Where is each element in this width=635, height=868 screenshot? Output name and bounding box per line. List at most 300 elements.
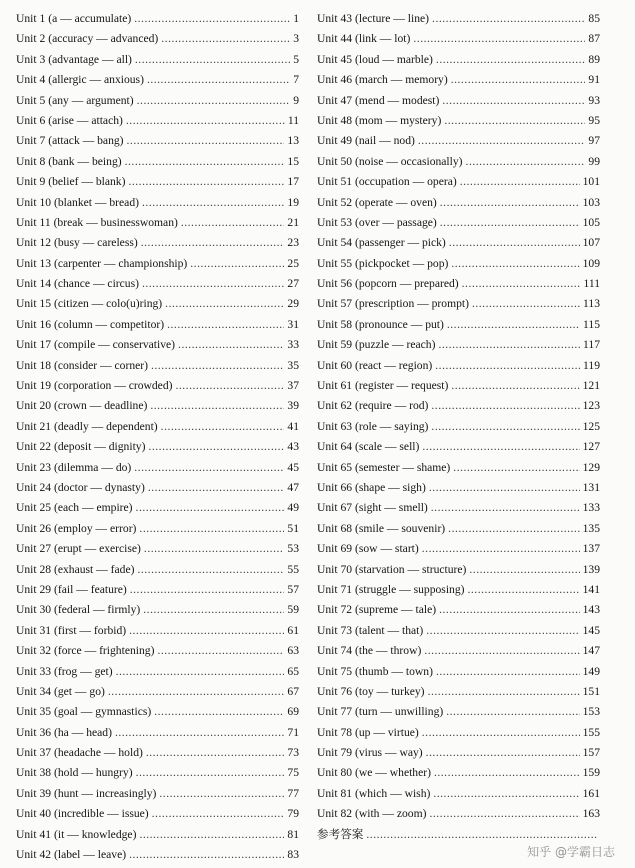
toc-entry-label: Unit 22 (deposit — dignity) xyxy=(16,440,146,454)
toc-entry-page: 119 xyxy=(583,358,600,372)
toc-entry-page: 111 xyxy=(583,277,600,291)
toc-entry-label: Unit 14 (chance — circus) xyxy=(16,277,139,291)
toc-entry-label: Unit 74 (the — throw) xyxy=(317,644,422,658)
toc-entry-label: Unit 2 (accuracy — advanced) xyxy=(16,32,159,46)
dot-leader xyxy=(125,152,285,172)
dot-leader xyxy=(442,91,585,111)
toc-entry xyxy=(16,682,299,702)
toc-entry-label: Unit 79 (virus — way) xyxy=(317,746,423,760)
toc-entry xyxy=(317,743,600,763)
toc-entry-page: 115 xyxy=(583,317,600,331)
toc-entry xyxy=(317,478,600,498)
toc-entry-page: 23 xyxy=(287,236,299,250)
dot-leader xyxy=(426,743,580,763)
toc-entry-label: Unit 82 (with — zoom) xyxy=(317,807,427,821)
toc-entry-page: 43 xyxy=(287,440,299,454)
dot-leader xyxy=(134,458,284,478)
toc-entry xyxy=(317,498,600,518)
toc-entry-label: Unit 1 (a — accumulate) xyxy=(16,12,132,25)
toc-entry-label: Unit 15 (citizen — colo(u)ring) xyxy=(16,297,163,311)
toc-entry-label: Unit 8 (bank — being) xyxy=(16,154,122,168)
toc-entry-label: Unit 20 (crown — deadline) xyxy=(16,399,148,413)
dot-leader xyxy=(136,763,285,783)
toc-entry xyxy=(16,519,299,539)
toc-entry-label: Unit 54 (passenger — pick) xyxy=(317,236,446,250)
toc-entry-page: 7 xyxy=(293,73,299,87)
toc-entry xyxy=(16,763,299,783)
toc-entry xyxy=(317,763,600,783)
toc-entry-label: Unit 80 (we — whether) xyxy=(317,766,431,780)
dot-leader xyxy=(460,172,580,192)
toc-entry-page: 153 xyxy=(582,705,600,719)
dot-leader xyxy=(190,254,284,274)
toc-entry xyxy=(317,580,600,600)
toc-entry-label: Unit 39 (hunt — increasingly) xyxy=(16,786,157,800)
toc-entry xyxy=(317,702,600,722)
toc-entry xyxy=(317,294,600,314)
toc-entry-label: Unit 34 (get — go) xyxy=(16,684,105,698)
toc-entry xyxy=(317,131,600,151)
dot-leader xyxy=(154,702,284,722)
dot-leader xyxy=(167,315,284,335)
toc-entry-label: Unit 73 (talent — that) xyxy=(317,623,424,637)
toc-entry-label: Unit 4 (allergic — anxious) xyxy=(16,73,144,87)
dot-leader xyxy=(468,580,580,600)
toc-entry xyxy=(16,9,299,29)
toc-entry-label: 参考答案 xyxy=(317,827,364,841)
toc-entry-label: Unit 75 (thumb — town) xyxy=(317,664,433,678)
toc-entry-page: 157 xyxy=(582,746,600,760)
dot-leader xyxy=(422,539,580,559)
toc-entry-page: 123 xyxy=(582,399,600,413)
dot-leader xyxy=(129,621,284,641)
toc-entry-label: Unit 10 (blanket — bread) xyxy=(16,195,139,209)
toc-entry xyxy=(317,662,600,682)
toc-entry-page: 149 xyxy=(582,664,600,678)
toc-right-column xyxy=(317,9,600,845)
toc-entry xyxy=(317,29,600,49)
toc-entry-label: Unit 11 (break — businesswoman) xyxy=(16,215,178,229)
dot-leader xyxy=(152,804,285,824)
toc-entry-label: Unit 68 (smile — souvenir) xyxy=(317,521,446,535)
toc-entry xyxy=(317,682,600,702)
toc-entry-page: 63 xyxy=(287,644,299,658)
toc-entry-page: 133 xyxy=(582,501,600,515)
toc-entry-page: 19 xyxy=(287,195,299,209)
watermark: 知乎 @学霸日志 xyxy=(527,845,615,859)
toc-entry xyxy=(317,172,600,192)
dot-leader xyxy=(136,498,285,518)
dot-leader xyxy=(159,784,284,804)
toc-entry-label: Unit 78 (up — virtue) xyxy=(317,725,419,739)
toc-entry-label: Unit 36 (ha — head) xyxy=(16,725,112,739)
toc-entry-label: Unit 19 (corporation — crowded) xyxy=(16,379,173,393)
dot-leader xyxy=(161,29,290,49)
toc-entry-page: 97 xyxy=(588,134,600,148)
toc-entry xyxy=(317,70,600,90)
toc-entry-label: Unit 67 (sight — smell) xyxy=(317,501,428,515)
toc-entry xyxy=(16,213,299,233)
toc-entry xyxy=(317,804,600,824)
dot-leader xyxy=(157,641,284,661)
toc-entry xyxy=(317,254,600,274)
toc-entry-label: Unit 33 (frog — get) xyxy=(16,664,113,678)
toc-entry xyxy=(317,396,600,416)
toc-entry-page: 51 xyxy=(287,521,299,535)
toc-entry xyxy=(16,662,299,682)
toc-entry-page: 27 xyxy=(287,277,299,291)
toc-entry-label: Unit 28 (exhaust — fade) xyxy=(16,562,135,576)
dot-leader xyxy=(440,193,580,213)
toc-entry-label: Unit 45 (loud — marble) xyxy=(317,52,433,66)
toc-entry-page: 11 xyxy=(287,113,299,127)
toc-entry-page: 89 xyxy=(588,52,600,66)
dot-leader xyxy=(147,70,290,90)
toc-entry xyxy=(16,437,299,457)
toc-entry-page: 121 xyxy=(582,379,600,393)
toc-entry-label: Unit 69 (sow — start) xyxy=(317,542,419,556)
dot-leader xyxy=(143,600,284,620)
toc-entry-page: 21 xyxy=(287,215,299,229)
toc-entry xyxy=(317,723,600,743)
toc-entry-page: 83 xyxy=(287,848,299,862)
toc-entry-page: 57 xyxy=(287,582,299,596)
toc-entry-label: Unit 26 (employ — error) xyxy=(16,521,137,535)
toc-entry-page: 145 xyxy=(582,623,600,637)
toc-entry-page: 159 xyxy=(582,766,600,780)
dot-leader xyxy=(428,682,580,702)
toc-entry xyxy=(16,91,299,111)
toc-entry-label: Unit 53 (over — passage) xyxy=(317,215,437,229)
toc-entry-page: 61 xyxy=(287,623,299,637)
toc-entry-page: 129 xyxy=(582,460,600,474)
toc-entry xyxy=(16,723,299,743)
dot-leader xyxy=(451,376,579,396)
dot-leader xyxy=(142,274,284,294)
toc-entry-page: 99 xyxy=(588,154,600,168)
dot-leader xyxy=(431,498,580,518)
toc-entry-label: Unit 71 (struggle — supposing) xyxy=(317,582,465,596)
dot-leader xyxy=(451,254,579,274)
toc-entry xyxy=(16,702,299,722)
toc-entry-label: Unit 30 (federal — firmly) xyxy=(16,603,141,617)
toc-entry-page: 55 xyxy=(287,562,299,576)
dot-leader xyxy=(436,50,585,70)
toc-entry xyxy=(16,294,299,314)
toc-entry-label: Unit 6 (arise — attach) xyxy=(16,113,123,127)
toc-entry xyxy=(317,9,600,29)
toc-entry-label: Unit 24 (doctor — dynasty) xyxy=(16,480,145,494)
toc-entry xyxy=(317,519,600,539)
toc-entry-label: Unit 9 (belief — blank) xyxy=(16,175,126,189)
toc-entry-page: 101 xyxy=(582,175,600,189)
toc-entry xyxy=(16,50,299,70)
toc-entry xyxy=(317,560,600,580)
toc-entry-label: Unit 17 (compile — conservative) xyxy=(16,338,176,352)
toc-entry-label: Unit 52 (operate — oven) xyxy=(317,195,437,209)
toc-entry-label: Unit 16 (column — competitor) xyxy=(16,317,165,331)
toc-entry xyxy=(16,804,299,824)
dot-leader xyxy=(413,29,585,49)
toc-entry xyxy=(16,539,299,559)
toc-entry-label: Unit 62 (require — rod) xyxy=(317,399,429,413)
dot-leader xyxy=(472,294,580,314)
dot-leader xyxy=(444,111,585,131)
dot-leader xyxy=(435,356,580,376)
toc-entry-label: Unit 29 (fail — feature) xyxy=(16,582,127,596)
dot-leader xyxy=(139,519,284,539)
dot-leader xyxy=(126,111,285,131)
toc-entry-label: Unit 81 (which — wish) xyxy=(317,786,431,800)
dot-leader xyxy=(137,560,284,580)
toc-entry xyxy=(16,70,299,90)
toc-entry-label: Unit 77 (turn — unwilling) xyxy=(317,705,444,719)
toc-entry xyxy=(16,233,299,253)
toc-entry xyxy=(317,152,600,172)
toc-entry xyxy=(16,641,299,661)
dot-leader xyxy=(116,662,285,682)
toc-entry-label: Unit 48 (mom — mystery) xyxy=(317,113,442,127)
toc-entry-page: 5 xyxy=(293,52,299,66)
dot-leader xyxy=(130,580,285,600)
toc-entry-page: 79 xyxy=(287,807,299,821)
dot-leader xyxy=(422,723,580,743)
dot-leader xyxy=(366,825,597,845)
toc-entry xyxy=(317,417,600,437)
toc-entry-page: 139 xyxy=(582,562,600,576)
toc-entry xyxy=(16,784,299,804)
toc-entry xyxy=(16,131,299,151)
toc-entry-page: 53 xyxy=(287,542,299,556)
toc-entry-page: 95 xyxy=(588,113,600,127)
toc-entry xyxy=(16,825,299,845)
toc-entry-label: Unit 63 (role — saying) xyxy=(317,419,429,433)
toc-entry xyxy=(317,539,600,559)
dot-leader xyxy=(137,91,291,111)
toc-entry-page: 155 xyxy=(582,725,600,739)
toc-entry-label: Unit 27 (erupt — exercise) xyxy=(16,542,141,556)
toc-entry-label: Unit 13 (carpenter — championship) xyxy=(16,256,188,270)
toc-entry xyxy=(16,498,299,518)
dot-leader xyxy=(144,539,284,559)
dot-leader xyxy=(433,784,579,804)
toc-entry-page: 25 xyxy=(287,256,299,270)
toc-entry-page: 15 xyxy=(287,154,299,168)
toc-entry-label: Unit 38 (hold — hungry) xyxy=(16,766,133,780)
toc-entry xyxy=(317,458,600,478)
toc-entry-label: Unit 59 (puzzle — reach) xyxy=(317,338,436,352)
dot-leader xyxy=(150,396,284,416)
toc-entry-label: Unit 32 (force — frightening) xyxy=(16,644,155,658)
toc-entry xyxy=(16,458,299,478)
toc-entry-page: 127 xyxy=(582,440,600,454)
toc-entry-page: 87 xyxy=(588,32,600,46)
toc-entry-page: 3 xyxy=(293,32,299,46)
toc-entry-page: 1 xyxy=(293,12,299,25)
toc-entry xyxy=(317,356,600,376)
dot-leader xyxy=(453,458,579,478)
dot-leader xyxy=(146,743,285,763)
dot-leader xyxy=(108,682,285,702)
dot-leader xyxy=(446,702,579,722)
toc-entry xyxy=(317,600,600,620)
dot-leader xyxy=(426,621,579,641)
toc-entry-label: Unit 66 (shape — sigh) xyxy=(317,480,426,494)
toc-entry xyxy=(16,29,299,49)
toc-entry-label: Unit 58 (pronounce — put) xyxy=(317,317,444,331)
dot-leader xyxy=(151,356,284,376)
dot-leader xyxy=(181,213,285,233)
toc-entry-page: 47 xyxy=(287,480,299,494)
toc-entry-page: 17 xyxy=(287,175,299,189)
toc-entry-label: Unit 64 (scale — sell) xyxy=(317,440,420,454)
toc-entry xyxy=(317,437,600,457)
dot-leader xyxy=(135,50,290,70)
toc-entry-page: 77 xyxy=(287,786,299,800)
toc-entry-label: Unit 5 (any — argument) xyxy=(16,93,134,107)
toc-entry-label: Unit 60 (react — region) xyxy=(317,358,433,372)
dot-leader xyxy=(128,172,284,192)
dot-leader xyxy=(127,131,285,151)
dot-leader xyxy=(175,376,284,396)
toc-entry xyxy=(16,417,299,437)
dot-leader xyxy=(161,417,285,437)
toc-entry xyxy=(16,376,299,396)
dot-leader xyxy=(466,152,586,172)
dot-leader xyxy=(436,662,580,682)
toc-entry-label: Unit 21 (deadly — dependent) xyxy=(16,419,158,433)
toc-entry-label: Unit 25 (each — empire) xyxy=(16,501,133,515)
toc-entry-page: 109 xyxy=(582,256,600,270)
toc-entry-label: Unit 37 (headache — hold) xyxy=(16,746,143,760)
toc-entry-page: 131 xyxy=(582,480,600,494)
toc-entry xyxy=(16,254,299,274)
toc-entry xyxy=(16,621,299,641)
toc-entry-page: 137 xyxy=(582,542,600,556)
toc-entry-page: 35 xyxy=(287,358,299,372)
toc-entry-page: 113 xyxy=(583,297,600,311)
toc-entry-label: Unit 70 (starvation — structure) xyxy=(317,562,467,576)
toc-entry xyxy=(317,233,600,253)
dot-leader xyxy=(439,600,579,620)
toc-entry-page: 9 xyxy=(293,93,299,107)
toc-entry-page: 71 xyxy=(287,725,299,739)
dot-leader xyxy=(440,213,580,233)
toc-entry-label: Unit 42 (label — leave) xyxy=(16,848,127,862)
toc-entry xyxy=(16,845,299,865)
toc-entry-page: 91 xyxy=(588,73,600,87)
dot-leader xyxy=(432,9,585,29)
toc-entry-page: 161 xyxy=(582,786,600,800)
dot-leader xyxy=(418,131,586,151)
toc-entry-label: Unit 56 (popcorn — prepared) xyxy=(317,277,459,291)
toc-entry xyxy=(317,50,600,70)
toc-entry-page: 135 xyxy=(582,521,600,535)
toc-entry xyxy=(317,111,600,131)
toc-entry-label: Unit 7 (attack — bang) xyxy=(16,134,124,148)
toc-entry-page: 105 xyxy=(582,215,600,229)
dot-leader xyxy=(148,437,284,457)
toc-entry-label: Unit 47 (mend — modest) xyxy=(317,93,440,107)
dot-leader xyxy=(134,9,290,29)
toc-entry-label: Unit 40 (incredible — issue) xyxy=(16,807,149,821)
toc-entry-page: 125 xyxy=(582,419,600,433)
toc-left-column xyxy=(16,9,299,865)
toc-entry-label: Unit 61 (register — request) xyxy=(317,379,449,393)
toc-entry-label: Unit 23 (dilemma — do) xyxy=(16,460,132,474)
dot-leader xyxy=(438,335,580,355)
toc-entry-page: 69 xyxy=(287,705,299,719)
dot-leader xyxy=(451,70,586,90)
toc-entry xyxy=(317,825,600,845)
toc-entry-page: 33 xyxy=(287,338,299,352)
toc-entry-label: Unit 72 (supreme — tale) xyxy=(317,603,437,617)
toc-entry xyxy=(317,376,600,396)
toc-entry xyxy=(16,580,299,600)
toc-entry-label: Unit 12 (busy — careless) xyxy=(16,236,138,250)
toc-entry-page: 147 xyxy=(582,644,600,658)
toc-entry xyxy=(16,396,299,416)
toc-entry-label: Unit 76 (toy — turkey) xyxy=(317,684,425,698)
toc-entry-page: 41 xyxy=(287,419,299,433)
toc-entry-page: 141 xyxy=(582,582,600,596)
toc-entry xyxy=(16,335,299,355)
dot-leader xyxy=(178,335,284,355)
toc-entry-label: Unit 41 (it — knowledge) xyxy=(16,827,137,841)
toc-entry xyxy=(16,478,299,498)
toc-entry xyxy=(317,315,600,335)
toc-entry-page: 13 xyxy=(287,134,299,148)
toc-entry xyxy=(16,600,299,620)
toc-entry xyxy=(16,356,299,376)
dot-leader xyxy=(148,478,285,498)
toc-entry-label: Unit 65 (semester — shame) xyxy=(317,460,451,474)
toc-entry-page: 67 xyxy=(287,684,299,698)
dot-leader xyxy=(115,723,284,743)
dot-leader xyxy=(422,437,579,457)
dot-leader xyxy=(165,294,284,314)
toc-entry-label: Unit 46 (march — memory) xyxy=(317,73,448,87)
toc-entry xyxy=(16,172,299,192)
dot-leader xyxy=(429,804,579,824)
toc-entry xyxy=(16,315,299,335)
toc-entry-page: 29 xyxy=(287,297,299,311)
toc-entry xyxy=(317,335,600,355)
toc-entry-page: 65 xyxy=(287,664,299,678)
toc-entry-page: 37 xyxy=(287,379,299,393)
toc-entry-page: 81 xyxy=(287,827,299,841)
toc-entry-page: 103 xyxy=(582,195,600,209)
toc-entry xyxy=(16,743,299,763)
toc-entry xyxy=(16,560,299,580)
toc-entry xyxy=(317,784,600,804)
toc-entry-label: Unit 55 (pickpocket — pop) xyxy=(317,256,449,270)
toc-entry xyxy=(16,111,299,131)
toc-entry-page: 143 xyxy=(582,603,600,617)
dot-leader xyxy=(431,396,579,416)
toc-entry-label: Unit 57 (prescription — prompt) xyxy=(317,297,469,311)
toc-entry xyxy=(317,213,600,233)
toc-entry-page: 59 xyxy=(287,603,299,617)
dot-leader xyxy=(447,315,580,335)
toc-entry xyxy=(317,91,600,111)
dot-leader xyxy=(424,641,579,661)
toc-entry-label: Unit 3 (advantage — all) xyxy=(16,52,132,66)
toc-entry-page: 85 xyxy=(588,12,600,25)
toc-entry xyxy=(317,621,600,641)
toc-entry xyxy=(16,274,299,294)
toc-entry-page: 107 xyxy=(582,236,600,250)
